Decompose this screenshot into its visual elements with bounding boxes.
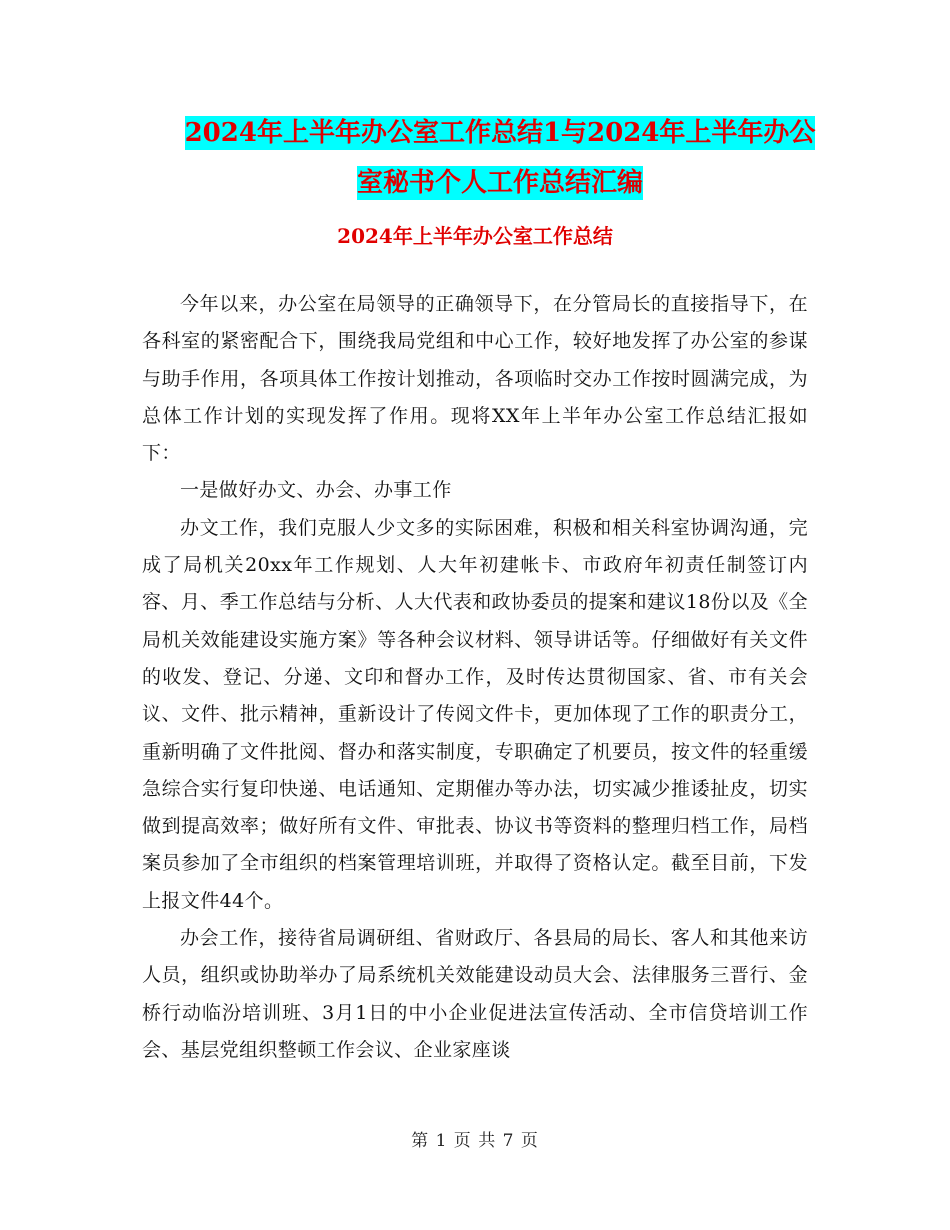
paragraph-document-work: 办文工作，我们克服人少文多的实际困难，积极和相关科室协调沟通，完成了局机关20xx年工作规划、人大年初建帐卡、市政府年初责任制签订内容、月、季工作总结与分析、人大代表和政协委员的提案和建议18份以及《全局机关效能建设实施方案》等各种会议材料、领导讲话等。仔细做好有关文件的收发、登记、分递、文印和督办工作，及时传达贯彻国家、省、市有关会议、文件、批示精神，重新设计了传阅文件卡，更加体现了工作的职责分工，重新明确了文件批阅、督办和落实制度，专职确定了机要员，按文件的轻重缓急综合实行复印快递、电话通知、定期催办等办法，切实减少推诿扯皮，切实做到提高效率；做好所有文件、审批表、协议书等资料的整理归档工作，局档案员参加了全市组织的档案管理培训班，并取得了资格认定。截至目前，下发上报文件44个。: [142, 516, 808, 912]
document-title-line-2: 室秘书个人工作总结汇编: [356, 168, 643, 198]
paragraph-intro: 今年以来，办公室在局领导的正确领导下，在分管局长的直接指导下，在各科室的紧密配合下，围绕我局党组和中心工作，较好地发挥了办公室的参谋与助手作用，各项具体工作按计划推动，各项临时交办工作按时圆满完成，为总体工作计划的实现发挥了作用。现将XX年上半年办公室工作总结汇报如下：: [142, 293, 808, 465]
paragraph-meeting-work: 办会工作，接待省局调研组、省财政厅、各县局的局长、客人和其他来访人员，组织或协助举办了局系统机关效能建设动员大会、法律服务三晋行、金桥行动临汾培训班、3月1日的中小企业促进法宣传活动、全市信贷培训工作会、基层党组织整顿工作会议、企业家座谈: [142, 927, 808, 1061]
section-title: 2024年上半年办公室工作总结: [337, 224, 613, 248]
document-title-line-1: 2024年上半年办公室工作总结1与2024年上半年办公: [184, 118, 816, 148]
page-footer: 第 1 页 共 7 页: [411, 1131, 539, 1151]
document-title: [140, 108, 860, 208]
document-body: [142, 286, 808, 1069]
paragraph-heading-1: 一是做好办文、办会、办事工作: [180, 479, 452, 502]
